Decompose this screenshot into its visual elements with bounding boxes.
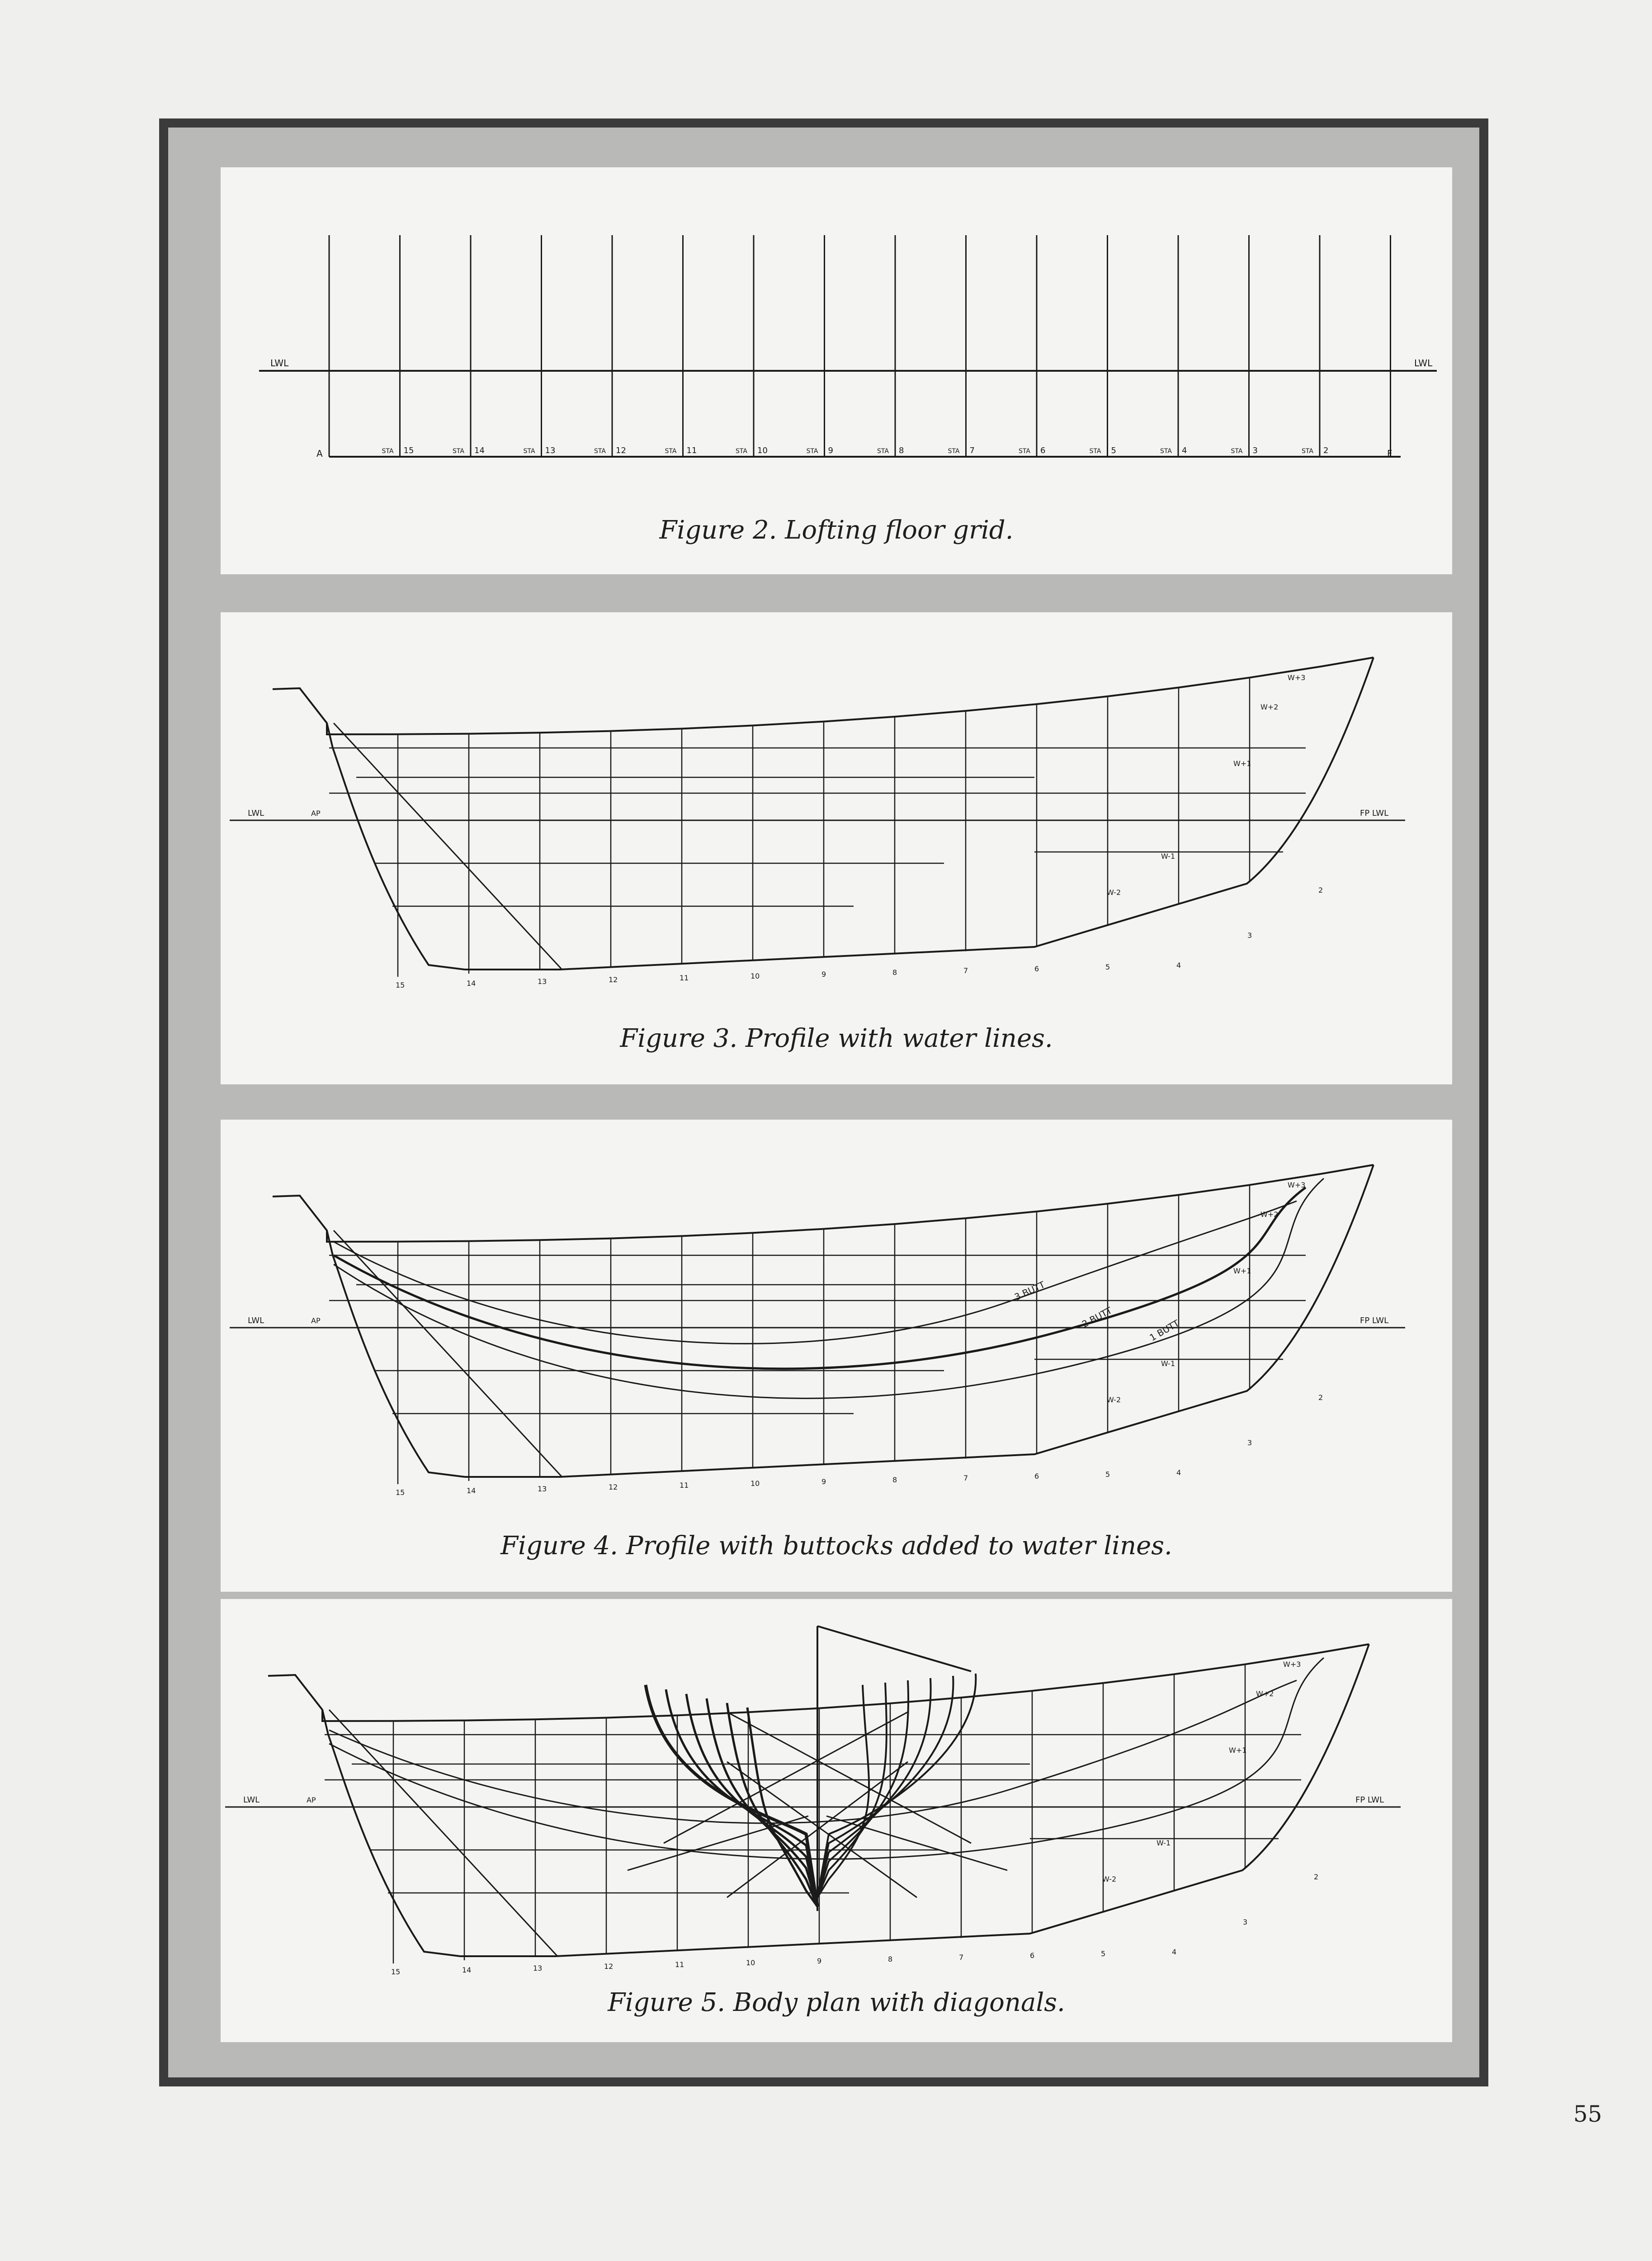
- keel-stem-line: [465, 1165, 1374, 1477]
- station-label: 9: [817, 1957, 822, 1965]
- buttock-label: 3 BUTT: [1012, 1279, 1047, 1303]
- station-label: 8: [892, 968, 897, 977]
- waterline-label: W+1: [1233, 759, 1251, 768]
- station-label: 11: [680, 1481, 689, 1490]
- station-label: 4: [1176, 961, 1181, 970]
- figure-4-panel: [221, 1120, 1452, 1592]
- station-label: 6: [1030, 1951, 1035, 1960]
- station-prefix: STA: [523, 448, 535, 455]
- ap-label: A: [316, 448, 323, 459]
- waterline-label: W+1: [1233, 1267, 1251, 1275]
- sheer-section-top: [817, 1626, 971, 1671]
- ap-label: AP: [311, 1316, 321, 1325]
- buttock-3: [334, 1201, 1297, 1343]
- ap-label: AP: [307, 1796, 316, 1804]
- lwl-label-fwd: LWL: [1414, 358, 1433, 369]
- figure-3-caption: Figure 3. Profile with water lines.: [620, 1024, 1053, 1053]
- fp-lwl-label: FP LWL: [1360, 1316, 1389, 1325]
- waterline-label: W+3: [1288, 1181, 1306, 1189]
- station-prefix: STA: [948, 448, 960, 455]
- profile-buttocks-drawing: [221, 1120, 1452, 1527]
- station-label: 9: [821, 1477, 826, 1486]
- station-label: 3: [1247, 931, 1252, 940]
- sheer-line: [327, 657, 1374, 734]
- station-label: 3: [1243, 1918, 1248, 1926]
- station-label: 12: [616, 446, 626, 455]
- station-label: 4: [1182, 446, 1187, 455]
- station-label: 3: [1252, 446, 1258, 455]
- station-label: 5: [1105, 963, 1110, 971]
- station-label: 8: [888, 1955, 893, 1963]
- station-label: 4: [1172, 1948, 1177, 1956]
- station-label: 7: [959, 1953, 964, 1962]
- figure-3-panel: [221, 612, 1452, 1084]
- keel-stem-line: [465, 657, 1374, 970]
- station-label: 9: [821, 970, 826, 979]
- station-label: 14: [462, 1966, 472, 1974]
- station-label: 15: [396, 981, 405, 989]
- station-label: 15: [403, 446, 414, 455]
- station-prefix: STA: [806, 448, 818, 455]
- waterline-label: W-2: [1107, 888, 1121, 897]
- station-label: 11: [686, 446, 697, 455]
- station-label: 8: [892, 1476, 897, 1484]
- figure-4-caption: Figure 4. Profile with buttocks added to water lines.: [500, 1531, 1172, 1561]
- station-label: 13: [533, 1964, 543, 1972]
- station-label: 2: [1318, 1393, 1323, 1402]
- station-label: 8: [899, 446, 904, 455]
- figure-5-panel: [221, 1599, 1452, 2042]
- station-prefix: STA: [665, 448, 677, 455]
- buttock-line: [329, 1680, 1297, 1823]
- station-label: 3: [1247, 1438, 1252, 1447]
- station-label: 15: [391, 1968, 401, 1976]
- fp-lwl-label: FP LWL: [1355, 1795, 1384, 1805]
- profile-waterlines-drawing: [221, 612, 1452, 1019]
- station-label: 2: [1318, 886, 1323, 894]
- waterline-label: W-2: [1107, 1395, 1121, 1404]
- station-label: 12: [609, 975, 618, 984]
- station-label: 10: [750, 1479, 760, 1488]
- station-label: 6: [1034, 965, 1039, 973]
- station-prefix: STA: [1302, 448, 1313, 455]
- station-label: 5: [1111, 446, 1116, 455]
- sheer-line: [327, 1165, 1374, 1242]
- sheer-line: [322, 1644, 1369, 1721]
- station-label: 5: [1101, 1949, 1106, 1958]
- figure-2-panel: [221, 167, 1452, 574]
- station-prefix: STA: [1231, 448, 1243, 455]
- waterline-label: W-1: [1161, 852, 1175, 861]
- station-label: 11: [680, 974, 689, 982]
- station-label: 13: [545, 446, 556, 455]
- station-label: 10: [757, 446, 768, 455]
- station-label: 10: [746, 1958, 755, 1967]
- waterline-label: W+3: [1283, 1660, 1301, 1669]
- station-label: 13: [538, 977, 547, 986]
- waterline-label: W-1: [1156, 1839, 1171, 1847]
- station-label: 10: [750, 972, 760, 980]
- figure-2-caption: Figure 2. Lofting floor grid.: [659, 516, 1014, 545]
- station-label: 9: [828, 446, 833, 455]
- waterline-label: W+2: [1260, 1210, 1279, 1219]
- waterline-label: W+1: [1229, 1746, 1247, 1755]
- station-prefix: STA: [736, 448, 747, 455]
- buttock-2: [334, 1187, 1306, 1369]
- station-prefix: STA: [1019, 448, 1030, 455]
- waterline-label: W+2: [1256, 1689, 1274, 1698]
- lwl-label: LWL: [248, 1316, 264, 1325]
- station-label: 13: [538, 1485, 547, 1493]
- figure-frame: [159, 118, 1488, 2086]
- buttock-label: 2 BUTT: [1080, 1305, 1114, 1330]
- keel-stem-line: [460, 1644, 1369, 1956]
- waterline-label: W-2: [1102, 1875, 1117, 1883]
- buttock-label: 1 BUTT: [1147, 1317, 1181, 1343]
- station-label: 5: [1105, 1470, 1110, 1479]
- waterline-label: W+3: [1288, 673, 1306, 682]
- station-label: 14: [467, 979, 476, 988]
- station-label: 15: [396, 1488, 405, 1497]
- station-label: 6: [1040, 446, 1046, 455]
- station-prefix: STA: [1160, 448, 1172, 455]
- station-prefix: STA: [382, 448, 394, 455]
- stern-profile: [273, 688, 465, 970]
- fp-lwl-label: FP LWL: [1360, 809, 1389, 818]
- station-label: 11: [675, 1960, 684, 1969]
- stern-profile: [273, 1196, 465, 1477]
- station-label: 2: [1323, 446, 1329, 455]
- station-label: 14: [474, 446, 485, 455]
- fp-label: F: [1387, 448, 1392, 459]
- station-prefix: STA: [594, 448, 606, 455]
- lwl-label: LWL: [248, 809, 264, 818]
- stern-profile: [268, 1675, 460, 1956]
- station-label: 2: [1314, 1873, 1319, 1881]
- waterline-label: W-1: [1161, 1359, 1175, 1368]
- station-label: 7: [963, 1474, 968, 1482]
- station-label: 14: [467, 1486, 476, 1495]
- lwl-label-aft: LWL: [270, 358, 289, 369]
- ap-label: AP: [311, 809, 321, 818]
- station-prefix: STA: [1089, 448, 1101, 455]
- station-label: 12: [609, 1483, 618, 1491]
- station-prefix: STA: [877, 448, 889, 455]
- body-plan-drawing: [221, 1599, 1452, 1983]
- station-label: 4: [1176, 1468, 1181, 1477]
- station-label: 7: [963, 966, 968, 975]
- station-label: 7: [969, 446, 975, 455]
- figure-5-caption: Figure 5. Body plan with diagonals.: [608, 1988, 1065, 2017]
- station-prefix: STA: [453, 448, 464, 455]
- station-label: 6: [1034, 1472, 1039, 1481]
- station-label: 12: [604, 1962, 614, 1971]
- buttock-1: [334, 1178, 1324, 1398]
- fwd-body-section: [817, 1680, 908, 1897]
- page-number: 55: [1573, 2101, 1602, 2127]
- lofting-grid-drawing: [221, 167, 1452, 511]
- lwl-label: LWL: [243, 1795, 260, 1805]
- waterline-label: W+2: [1260, 703, 1279, 711]
